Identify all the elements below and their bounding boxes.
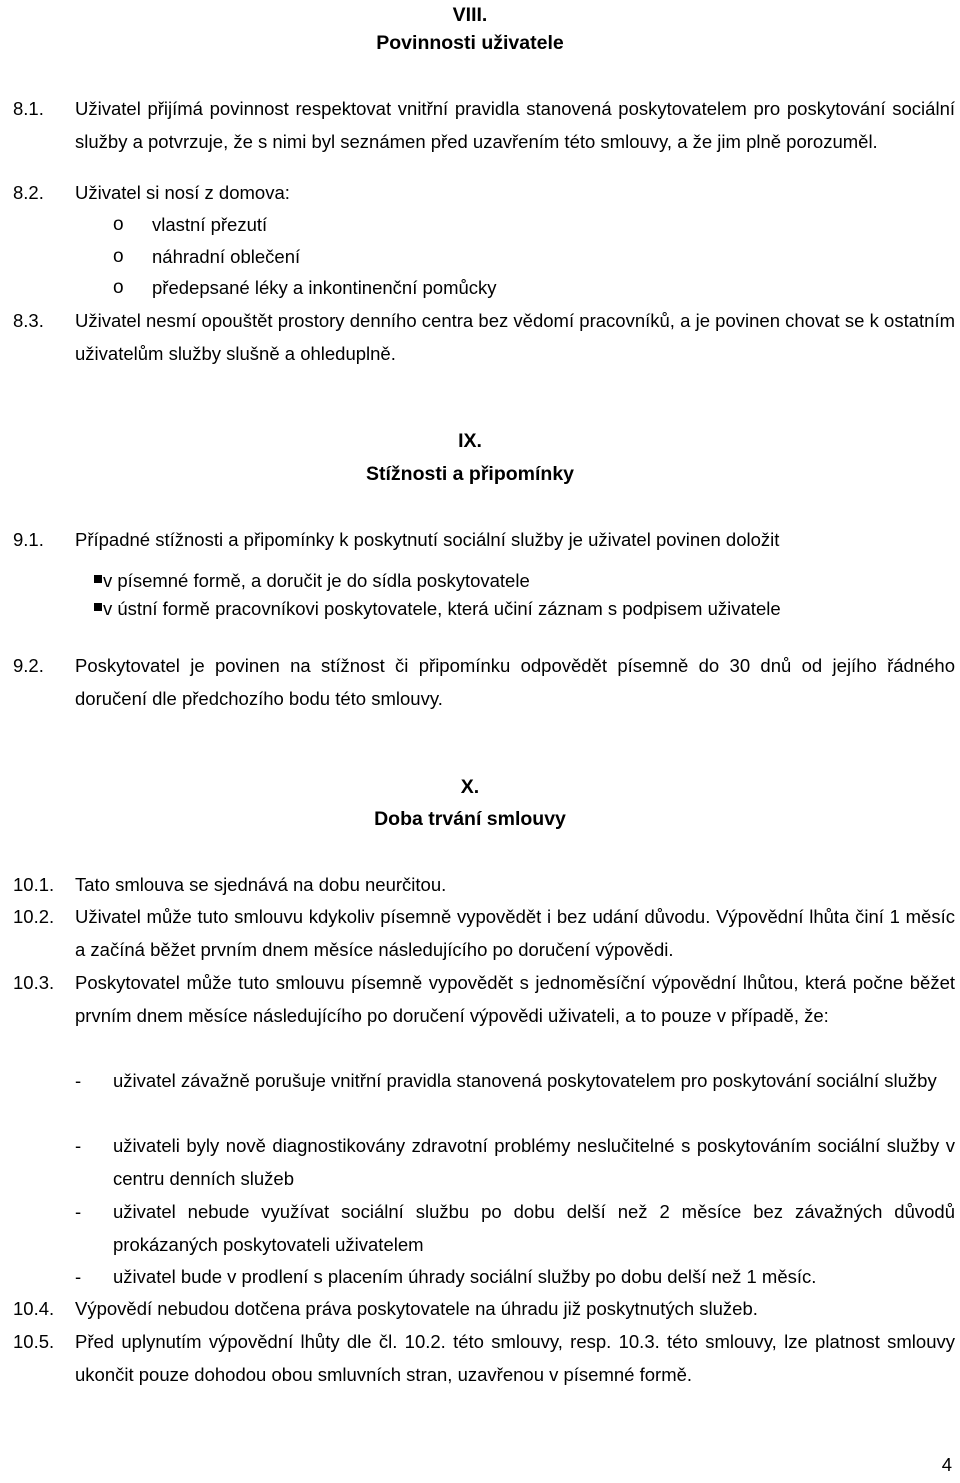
section-title: Stížnosti a připomínky [365,463,575,485]
section-title: Doba trvání smlouvy [374,808,566,830]
clause-10-1 [0,868,960,901]
clause-number: 10.1. [13,874,55,895]
page-number: 4 [941,1454,952,1475]
bullet-circle-icon: o [113,277,124,298]
clause-number: 8.2. [13,182,44,203]
list-item-text: uživatel závažně porušuje vnitřní pravidla stanovená poskytovatelem pro poskytování sociální služby [113,1070,937,1091]
clause-number: 9.2. [13,655,44,676]
dash-bullet-icon: - [75,1266,82,1287]
section-number: VIII. [452,4,488,26]
clause-number: 8.1. [13,98,44,119]
list-item-text: v ústní formě pracovníkovi poskytovatele, která učiní záznam s podpisem uživatele [103,598,781,619]
clause-text: Tato smlouva se sjednává na dobu neurčitou. [75,874,447,895]
clause-number: 8.3. [13,310,44,331]
section-number: X. [460,776,480,798]
list-item-text: náhradní oblečení [152,246,301,267]
square-bullet-icon [94,603,102,611]
dash-bullet-icon: - [75,1070,82,1091]
clause-8-3 [0,304,960,370]
clause-text: Uživatel přijímá povinnost respektovat vnitřní pravidla stanovená poskytovatelem pro poskytování sociální služby a potvrzuje, že s nimi byl seznámen před uzavřením této smlouvy, a že jim plně porozuměl. [75,98,955,152]
clause-10-4 [0,1292,960,1325]
list-item-text: uživatel nebude využívat sociální službu po dobu delší než 2 měsíce bez závažných důvodů prokázaných poskytovateli uživatelem [113,1201,955,1255]
clause-text: Uživatel si nosí z domova: [75,182,290,203]
clause-number: 10.3. [13,972,55,993]
clause-10-5 [0,1325,960,1391]
clause-text: Výpovědí nebudou dotčena práva poskytovatele na úhradu již poskytnutých služeb. [75,1298,758,1319]
list-item-text: předepsané léky a inkontinenční pomůcky [152,277,497,298]
clause-10-2 [0,900,960,966]
clause-text: Případné stížnosti a připomínky k poskytnutí sociální služby je uživatel povinen doložit [75,529,780,550]
section-number: IX. [458,430,482,452]
clause-number: 10.5. [13,1331,55,1352]
clause-number: 10.4. [13,1298,55,1319]
list-item-text: uživateli byly nově diagnostikovány zdravotní problémy neslučitelné s poskytováním sociální služby v centru denních služeb [113,1135,955,1189]
clause-number: 9.1. [13,529,44,550]
clause-text: Před uplynutím výpovědní lhůty dle čl. 10.2. této smlouvy, resp. 10.3. této smlouvy, lze platnost smlouvy ukončit pouze dohodou obou smluvních stran, uzavřenou v písemné formě. [75,1331,955,1385]
dash-bullet-icon: - [75,1135,82,1156]
clause-text: Poskytovatel je povinen na stížnost či připomínku odpovědět písemně do 30 dnů od jejího řádného doručení dle předchozího bodu této smlouvy. [75,655,955,709]
list-item-text: uživatel bude v prodlení s placením úhrady sociální služby po dobu delší než 1 měsíc. [113,1266,817,1287]
clause-text: Uživatel může tuto smlouvu kdykoliv písemně vypovědět i bez udání důvodu. Výpovědní lhůta činí 1 měsíc a začíná běžet prvním dnem měsíce následujícího po doručení výpovědi. [75,906,955,960]
section-title: Povinnosti uživatele [376,32,564,54]
list-item-text: vlastní přezutí [152,214,268,235]
list-item-text: v písemné formě, a doručit je do sídla poskytovatele [103,570,530,591]
clause-text: Uživatel nesmí opouštět prostory denního centra bez vědomí pracovníků, a je povinen chovat se k ostatním uživatelům služby slušně a ohleduplně. [75,310,955,364]
clause-8-2 [0,176,960,209]
dash-bullet-icon: - [75,1201,82,1222]
clause-9-1 [0,523,960,556]
clause-8-1 [0,92,960,158]
square-bullet-icon [94,575,102,583]
clause-10-3 [0,966,960,1032]
clause-number: 10.2. [13,906,55,927]
clause-9-2 [0,649,960,715]
clause-text: Poskytovatel může tuto smlouvu písemně vypovědět s jednoměsíční výpovědní lhůtou, která počne běžet prvním dnem měsíce následujícího po doručení výpovědi uživateli, a to pouze v případě, že: [75,972,955,1026]
bullet-circle-icon: o [113,246,124,267]
bullet-circle-icon: o [113,214,124,235]
